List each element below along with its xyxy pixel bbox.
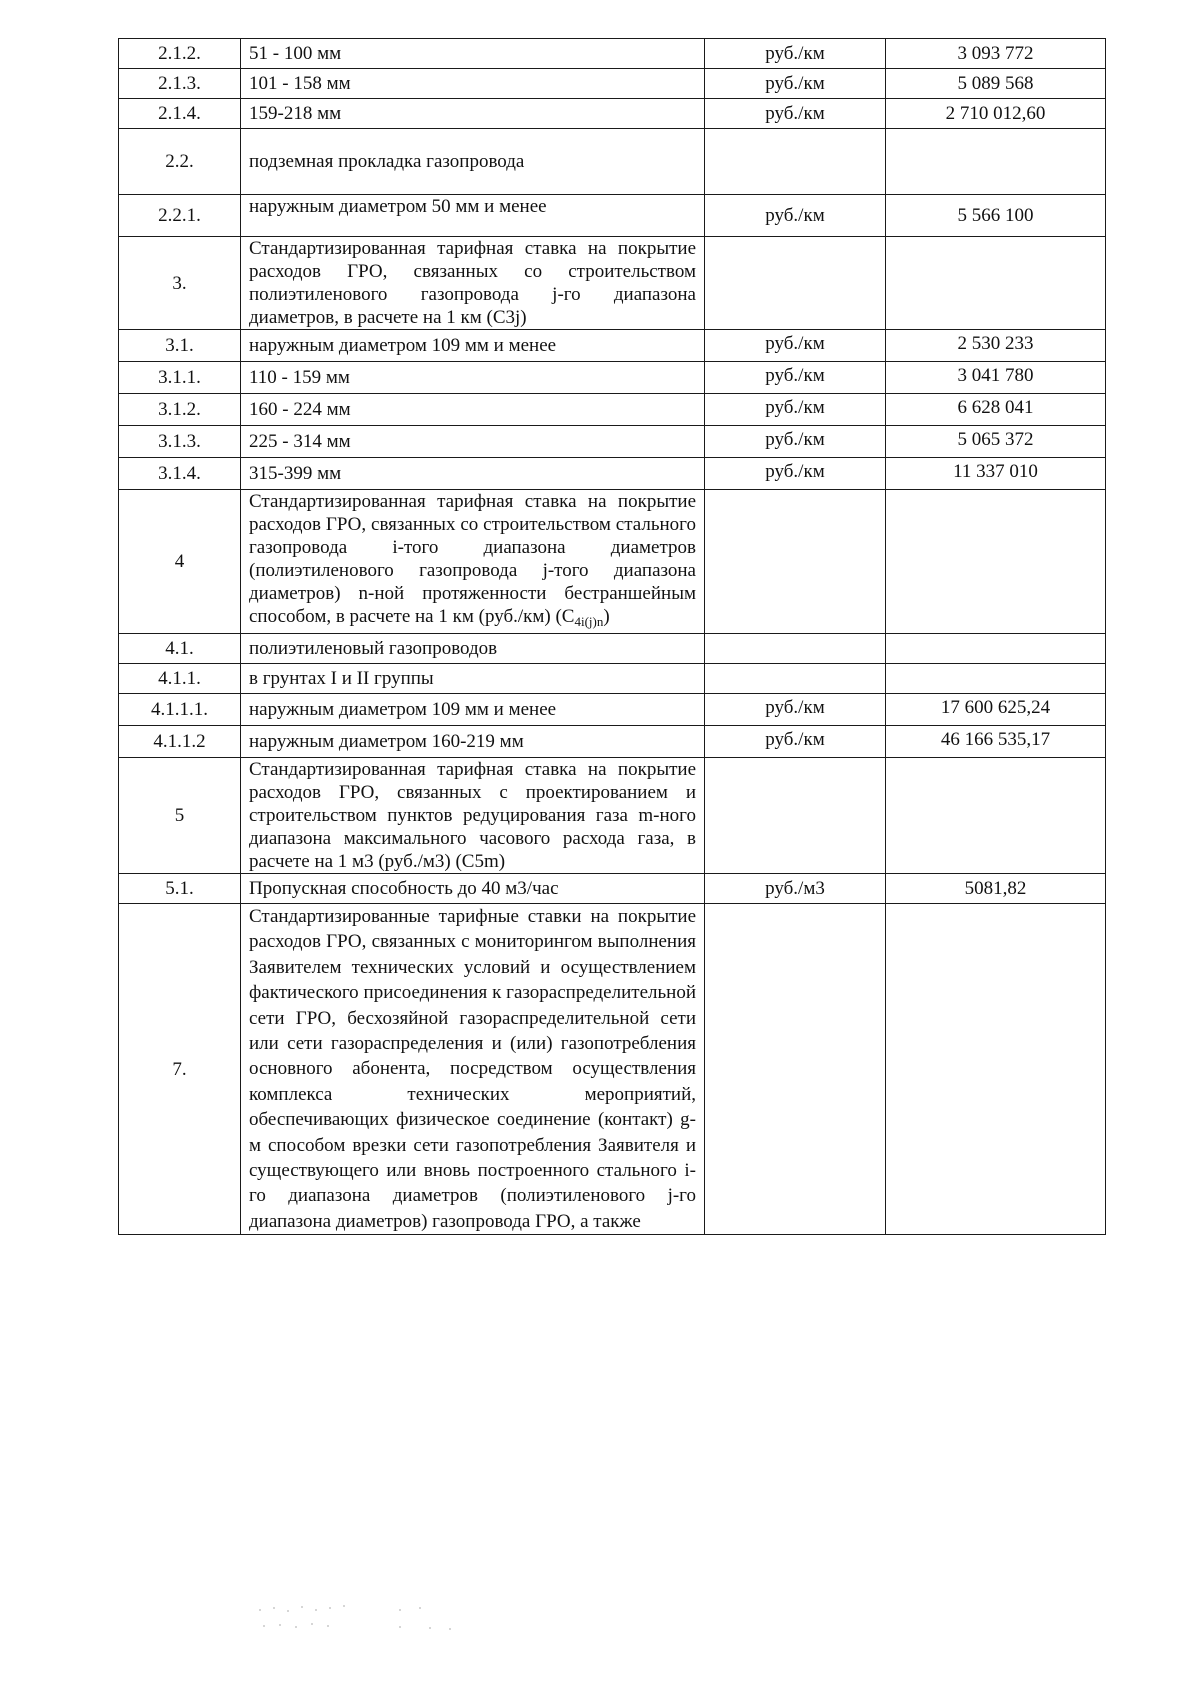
row-value: 2 710 012,60 <box>886 99 1106 129</box>
row-number: 2.1.3. <box>119 69 241 99</box>
row-value: 46 166 535,17 <box>886 726 1106 758</box>
table-row <box>119 394 1106 426</box>
row-number: 2.2.1. <box>119 195 241 237</box>
row-number: 4.1.1.2 <box>119 726 241 758</box>
table-row <box>119 39 1106 69</box>
row-number: 3.1.4. <box>119 458 241 490</box>
row-number: 5.1. <box>119 874 241 904</box>
row-value <box>886 758 1106 874</box>
row-number: 2.1.2. <box>119 39 241 69</box>
row-description <box>241 237 705 330</box>
row-unit: руб./км <box>705 39 886 69</box>
table-row <box>119 634 1106 664</box>
row-number: 4.1.1. <box>119 664 241 694</box>
row-value: 5 089 568 <box>886 69 1106 99</box>
table-row <box>119 458 1106 490</box>
row-description <box>241 758 705 874</box>
row-unit: руб./км <box>705 69 886 99</box>
table-row <box>119 69 1106 99</box>
row-unit: руб./км <box>705 330 886 362</box>
row-description: наружным диаметром 50 мм и менее <box>241 195 705 237</box>
table-row <box>119 330 1106 362</box>
row-unit <box>705 664 886 694</box>
row-description: 160 - 224 мм <box>241 394 705 426</box>
table-row <box>119 694 1106 726</box>
row-description: подземная прокладка газопровода <box>241 129 705 195</box>
row-number: 4.1. <box>119 634 241 664</box>
row-description: в грунтах I и II группы <box>241 664 705 694</box>
row-value <box>886 634 1106 664</box>
table-row <box>119 726 1106 758</box>
row-description-text: Стандартизированная тарифная ставка на покрытие расходов ГРО, связанных с проектированием и строительством пунктов редуцирования газа m-ного диапазона максимального часового расхода газа, в расчете на 1 м3 (руб./м3) (С5m) <box>249 759 696 872</box>
row-value: 2 530 233 <box>886 330 1106 362</box>
row-value: 5 065 372 <box>886 426 1106 458</box>
row-description: 159-218 мм <box>241 99 705 129</box>
row-description-main: Стандартизированная тарифная ставка на покрытие расходов ГРО, связанных со строительством стального газопровода i-того диапазона диаметров (полиэтиленового газопровода j-того диапазона диаметров) n-ной протяженности бестраншейным способом, в расчете на 1 км (руб./км) <box>249 491 696 627</box>
row-number: 4 <box>119 490 241 634</box>
row-value <box>886 237 1106 330</box>
row-description: 101 - 158 мм <box>241 69 705 99</box>
row-value: 6 628 041 <box>886 394 1106 426</box>
row-unit <box>705 904 886 1235</box>
table-row <box>119 129 1106 195</box>
row-number: 3.1.2. <box>119 394 241 426</box>
row-unit <box>705 237 886 330</box>
row-unit: руб./км <box>705 426 886 458</box>
row-description: наружным диаметром 160-219 мм <box>241 726 705 758</box>
row-description-text: Стандартизированная тарифная ставка на покрытие расходов ГРО, связанных со строительством полиэтиленового газопровода j-го диапазона диаметров, в расчете на 1 км (С3j) <box>249 238 696 328</box>
row-value: 17 600 625,24 <box>886 694 1106 726</box>
row-description-text <box>249 490 696 633</box>
row-unit: руб./км <box>705 726 886 758</box>
table-row <box>119 237 1106 330</box>
row-value: 11 337 010 <box>886 458 1106 490</box>
row-description <box>241 490 705 634</box>
row-unit: руб./км <box>705 99 886 129</box>
row-value: 3 041 780 <box>886 362 1106 394</box>
row-description: наружным диаметром 109 мм и менее <box>241 330 705 362</box>
row-description: полиэтиленовый газопроводов <box>241 634 705 664</box>
row-unit <box>705 490 886 634</box>
row-value: 3 093 772 <box>886 39 1106 69</box>
row-description: 315-399 мм <box>241 458 705 490</box>
row-unit: руб./км <box>705 694 886 726</box>
row-description-symbol: (С <box>555 606 575 627</box>
row-number: 3. <box>119 237 241 330</box>
table-row <box>119 758 1106 874</box>
table-row <box>119 664 1106 694</box>
table-row <box>119 490 1106 634</box>
row-unit: руб./км <box>705 394 886 426</box>
row-value <box>886 664 1106 694</box>
row-value: 5 566 100 <box>886 195 1106 237</box>
row-unit: руб./км <box>705 458 886 490</box>
row-number: 5 <box>119 758 241 874</box>
table-row <box>119 99 1106 129</box>
tariff-table <box>118 38 1106 1235</box>
row-number: 2.2. <box>119 129 241 195</box>
table-row <box>119 362 1106 394</box>
row-description: 110 - 159 мм <box>241 362 705 394</box>
row-number: 3.1.1. <box>119 362 241 394</box>
row-number: 4.1.1.1. <box>119 694 241 726</box>
table-row <box>119 195 1106 237</box>
row-unit: руб./м3 <box>705 874 886 904</box>
row-number: 3.1.3. <box>119 426 241 458</box>
row-description-text: Стандартизированные тарифные ставки на покрытие расходов ГРО, связанных с мониторингом выполнения Заявителем технических условий и осуществлением фактического присоединения к газораспределительной сети ГРО, бесхозяйной газораспределительной сети или сети газораспределения и (или) газопотребления основного абонента, посредством осуществления комплекса технических мероприятий, обеспечивающих физическое соединение (контакт) g-м способом врезки сети газопотребления Заявителя и существующего или вновь построенного стального i-го диапазона диаметров (полиэтиленового j-го диапазона диаметров) газопровода ГРО, а также <box>249 906 696 1232</box>
row-unit <box>705 758 886 874</box>
row-unit <box>705 634 886 664</box>
row-unit <box>705 129 886 195</box>
row-description <box>241 904 705 1235</box>
table-row <box>119 904 1106 1235</box>
row-value <box>886 129 1106 195</box>
faint-scan-marks <box>250 1598 480 1638</box>
row-number: 2.1.4. <box>119 99 241 129</box>
row-description-symbol-end: ) <box>603 606 610 627</box>
row-description: 51 - 100 мм <box>241 39 705 69</box>
row-value <box>886 490 1106 634</box>
row-number: 7. <box>119 904 241 1235</box>
row-description: наружным диаметром 109 мм и менее <box>241 694 705 726</box>
row-unit: руб./км <box>705 362 886 394</box>
row-description-subscript: 4i(j)n <box>574 614 604 629</box>
row-number: 3.1. <box>119 330 241 362</box>
row-description: Пропускная способность до 40 м3/час <box>241 874 705 904</box>
table-row <box>119 874 1106 904</box>
table-row <box>119 426 1106 458</box>
row-description: 225 - 314 мм <box>241 426 705 458</box>
row-value: 5081,82 <box>886 874 1106 904</box>
row-value <box>886 904 1106 1235</box>
row-unit: руб./км <box>705 195 886 237</box>
